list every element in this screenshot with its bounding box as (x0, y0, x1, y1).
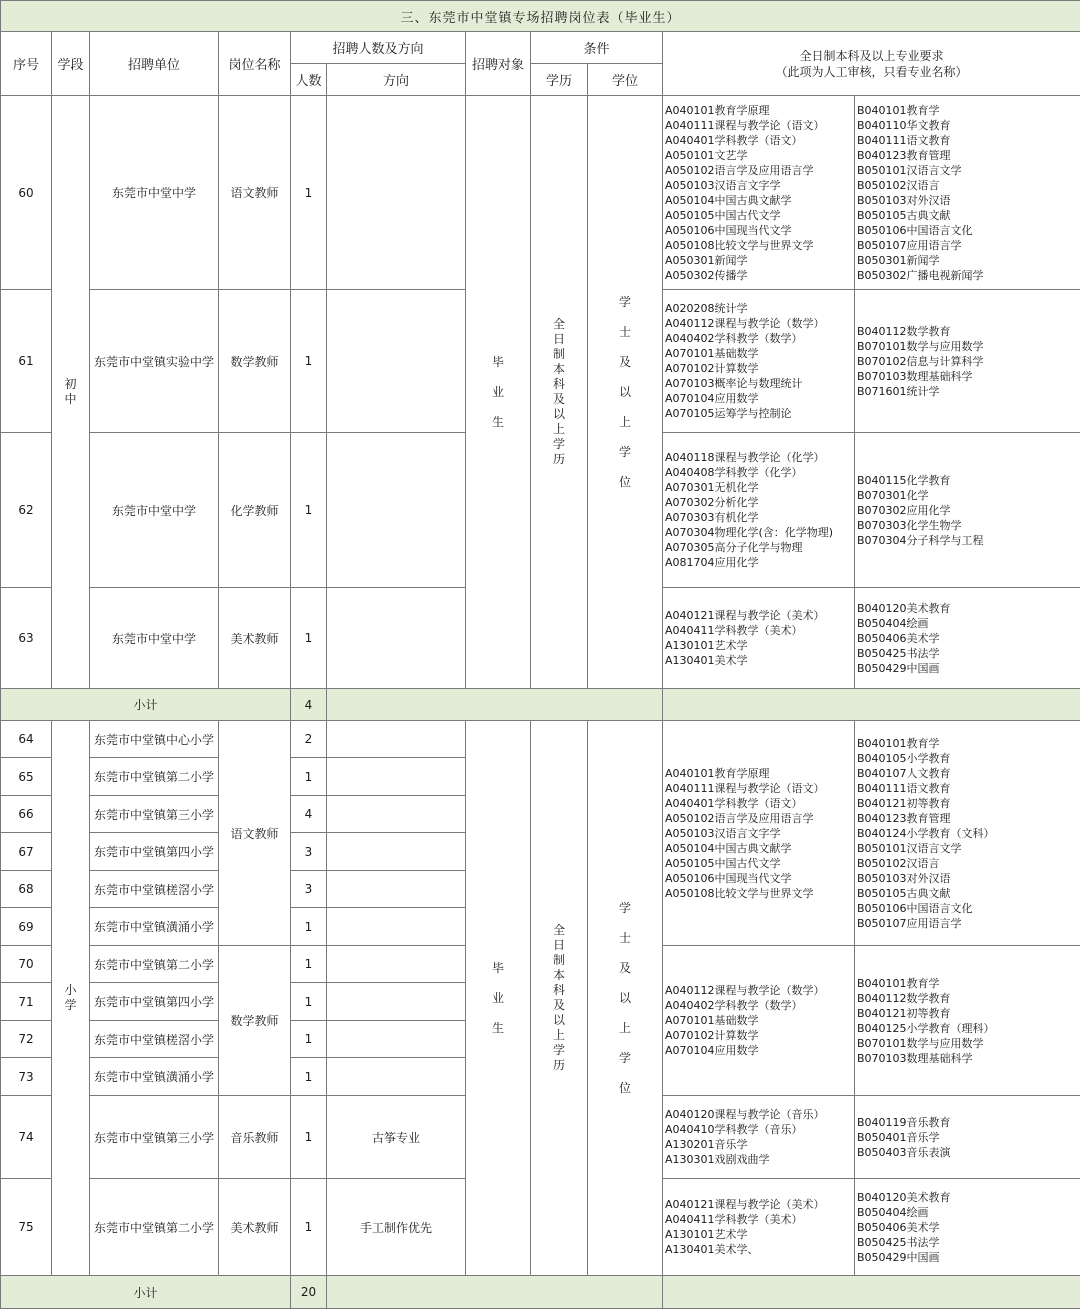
majors-b: B040120美术教育 B050404绘画 B050406美术学 B050425书法学 B050429中国画 (855, 588, 1080, 689)
row-count: 3 (291, 871, 327, 908)
row-direction (327, 796, 466, 833)
row-count: 4 (291, 796, 327, 833)
row-unit: 东莞市中堂镇槎滘小学 (90, 1021, 219, 1058)
row-count: 1 (291, 96, 327, 290)
subtotal-filler (663, 689, 1080, 721)
subtotal-label: 小计 (1, 1276, 291, 1309)
subtotal-count: 20 (291, 1276, 327, 1309)
row-direction (327, 290, 466, 433)
row-unit: 东莞市中堂镇潢涌小学 (90, 908, 219, 946)
row-seq: 69 (1, 908, 52, 946)
row-count: 1 (291, 1021, 327, 1058)
row-position: 数学教师 (219, 290, 291, 433)
majors-a: A040101教育学原理 A040111课程与教学论（语文） A040401学科教学（语文） A050101文艺学 A050102语言学及应用语言学 A050103汉语言文字学 A050104中国古典文献学 A050105中国古代文学 A050106中国现当代文学 A050108比较文学与世界文学 A050301新闻学 A050302传播学 (663, 96, 855, 290)
row-unit: 东莞市中堂镇实验中学 (90, 290, 219, 433)
header-stage: 学段 (52, 32, 90, 96)
row-unit: 东莞市中堂镇第二小学 (90, 1179, 219, 1276)
majors-b: B040119音乐教育 B050401音乐学 B050403音乐表演 (855, 1096, 1080, 1179)
row-seq: 63 (1, 588, 52, 689)
row-count: 1 (291, 758, 327, 796)
education-primary: 全 日 制 本 科 及 以 上 学 历 (531, 721, 588, 1276)
majors-b: B040115化学教育 B070301化学 B070302应用化学 B070303化学生物学 B070304分子科学与工程 (855, 433, 1080, 588)
row-direction (327, 433, 466, 588)
row-direction (327, 758, 466, 796)
row-direction (327, 833, 466, 871)
header-position: 岗位名称 (219, 32, 291, 96)
row-position: 音乐教师 (219, 1096, 291, 1179)
majors-a: A040120课程与教学论（音乐） A040410学科教学（音乐） A130201音乐学 A130301戏剧戏曲学 (663, 1096, 855, 1179)
row-unit: 东莞市中堂中学 (90, 96, 219, 290)
row-unit: 东莞市中堂镇第二小学 (90, 758, 219, 796)
row-unit: 东莞市中堂镇第三小学 (90, 796, 219, 833)
table-title: 三、东莞市中堂镇专场招聘岗位表（毕业生） (1, 1, 1080, 32)
row-count: 1 (291, 946, 327, 983)
row-position: 美术教师 (219, 1179, 291, 1276)
header-count-direction: 招聘人数及方向 (291, 32, 466, 64)
majors-b: B040101教育学 B040105小学教育 B040107人文教育 B040111语文教育 B040121初等教育 B040123教育管理 B040124小学教育（文科） B050101汉语言文学 B050102汉语言 B050103对外汉语 B050105古典文献 B050106中国语言文化 B050107应用语言学 (855, 721, 1080, 946)
row-count: 2 (291, 721, 327, 758)
row-direction: 古筝专业 (327, 1096, 466, 1179)
row-unit: 东莞市中堂镇第二小学 (90, 946, 219, 983)
row-direction (327, 946, 466, 983)
row-direction (327, 588, 466, 689)
subtotal-filler (327, 689, 663, 721)
header-seq: 序号 (1, 32, 52, 96)
row-unit: 东莞市中堂镇潢涌小学 (90, 1058, 219, 1096)
majors-a: A020208统计学 A040112课程与教学论（数学） A040402学科教学（数学） A070101基础数学 A070102计算数学 A070103概率论与数理统计 A070104应用数学 A070105运筹学与控制论 (663, 290, 855, 433)
table-row (1, 721, 1080, 758)
row-unit: 东莞市中堂镇第四小学 (90, 983, 219, 1021)
header-major-requirements (663, 32, 1080, 96)
subtotal-filler (327, 1276, 663, 1309)
header-degree: 学位 (588, 64, 663, 96)
row-seq: 75 (1, 1179, 52, 1276)
row-count: 1 (291, 1058, 327, 1096)
row-seq: 64 (1, 721, 52, 758)
row-count: 1 (291, 1096, 327, 1179)
row-direction (327, 983, 466, 1021)
row-count: 1 (291, 290, 327, 433)
row-count: 1 (291, 983, 327, 1021)
row-position: 语文教师 (219, 721, 291, 946)
row-seq: 67 (1, 833, 52, 871)
subtotal-filler (663, 1276, 1080, 1309)
row-count: 1 (291, 1179, 327, 1276)
header-direction: 方向 (327, 64, 466, 96)
majors-a: A040101教育学原理 A040111课程与教学论（语文） A040401学科教学（语文） A050102语言学及应用语言学 A050103汉语言文字学 A050104中国古典文献学 A050105中国古代文学 A050106中国现当代文学 A050108比较文学与世界文学 (663, 721, 855, 946)
row-seq: 60 (1, 96, 52, 290)
row-count: 1 (291, 433, 327, 588)
row-direction: 手工制作优先 (327, 1179, 466, 1276)
target-middle: 毕 业 生 (466, 96, 531, 689)
row-unit: 东莞市中堂镇中心小学 (90, 721, 219, 758)
row-direction (327, 1058, 466, 1096)
row-unit: 东莞市中堂中学 (90, 433, 219, 588)
subtotal-label: 小计 (1, 689, 291, 721)
degree-primary: 学 士 及 以 上 学 位 (588, 721, 663, 1276)
majors-b: B040101教育学 B040110华文教育 B040111语文教育 B040123教育管理 B050101汉语言文学 B050102汉语言 B050103对外汉语 B050105古典文献 B050106中国语言文化 B050107应用语言学 B050301新闻学 B050302广播电视新闻学 (855, 96, 1080, 290)
degree-middle: 学 士 及 以 上 学 位 (588, 96, 663, 689)
row-seq: 68 (1, 871, 52, 908)
row-position: 数学教师 (219, 946, 291, 1096)
row-seq: 73 (1, 1058, 52, 1096)
majors-a: A040118课程与教学论（化学） A040408学科教学（化学） A070301无机化学 A070302分析化学 A070303有机化学 A070304物理化学(含：化学物理) A070305高分子化学与物理 A081704应用化学 (663, 433, 855, 588)
header-unit: 招聘单位 (90, 32, 219, 96)
stage-middle: 初 中 (52, 96, 90, 689)
header-major-line2: （此项为人工审核，只看专业名称） (775, 64, 968, 79)
header-education: 学历 (531, 64, 588, 96)
row-seq: 70 (1, 946, 52, 983)
majors-a: A040121课程与教学论（美术） A040411学科教学（美术） A130101艺术学 A130401美术学 (663, 588, 855, 689)
stage-primary: 小 学 (52, 721, 90, 1276)
subtotal-row (1, 689, 1080, 721)
row-position: 化学教师 (219, 433, 291, 588)
row-seq: 66 (1, 796, 52, 833)
header-major-line1: 全日制本科及以上专业要求 (799, 48, 944, 63)
education-middle: 全 日 制 本 科 及 以 上 学 历 (531, 96, 588, 689)
target-primary: 毕 业 生 (466, 721, 531, 1276)
row-unit: 东莞市中堂镇第三小学 (90, 1096, 219, 1179)
row-unit: 东莞市中堂镇槎滘小学 (90, 871, 219, 908)
row-seq: 65 (1, 758, 52, 796)
majors-b: B040112数学教育 B070101数学与应用数学 B070102信息与计算科学 B070103数理基础科学 B071601统计学 (855, 290, 1080, 433)
row-direction (327, 908, 466, 946)
header-target: 招聘对象 (466, 32, 531, 96)
subtotal-count: 4 (291, 689, 327, 721)
majors-a: A040121课程与教学论（美术） A040411学科教学（美术） A130101艺术学 A130401美术学、 (663, 1179, 855, 1276)
row-position: 语文教师 (219, 96, 291, 290)
row-direction (327, 721, 466, 758)
row-seq: 71 (1, 983, 52, 1021)
majors-b: B040101教育学 B040112数学教育 B040121初等教育 B040125小学教育（理科） B070101数学与应用数学 B070103数理基础科学 (855, 946, 1080, 1096)
row-seq: 74 (1, 1096, 52, 1179)
row-seq: 62 (1, 433, 52, 588)
row-direction (327, 871, 466, 908)
row-direction (327, 96, 466, 290)
row-position: 美术教师 (219, 588, 291, 689)
row-unit: 东莞市中堂中学 (90, 588, 219, 689)
subtotal-row (1, 1276, 1080, 1309)
row-direction (327, 1021, 466, 1058)
majors-b: B040120美术教育 B050404绘画 B050406美术学 B050425书法学 B050429中国画 (855, 1179, 1080, 1276)
row-count: 1 (291, 908, 327, 946)
header-count: 人数 (291, 64, 327, 96)
row-unit: 东莞市中堂镇第四小学 (90, 833, 219, 871)
row-count: 3 (291, 833, 327, 871)
row-seq: 72 (1, 1021, 52, 1058)
row-count: 1 (291, 588, 327, 689)
row-seq: 61 (1, 290, 52, 433)
table-row (1, 96, 1080, 290)
majors-a: A040112课程与教学论（数学） A040402学科教学（数学） A070101基础数学 A070102计算数学 A070104应用数学 (663, 946, 855, 1096)
header-conditions: 条件 (531, 32, 663, 64)
